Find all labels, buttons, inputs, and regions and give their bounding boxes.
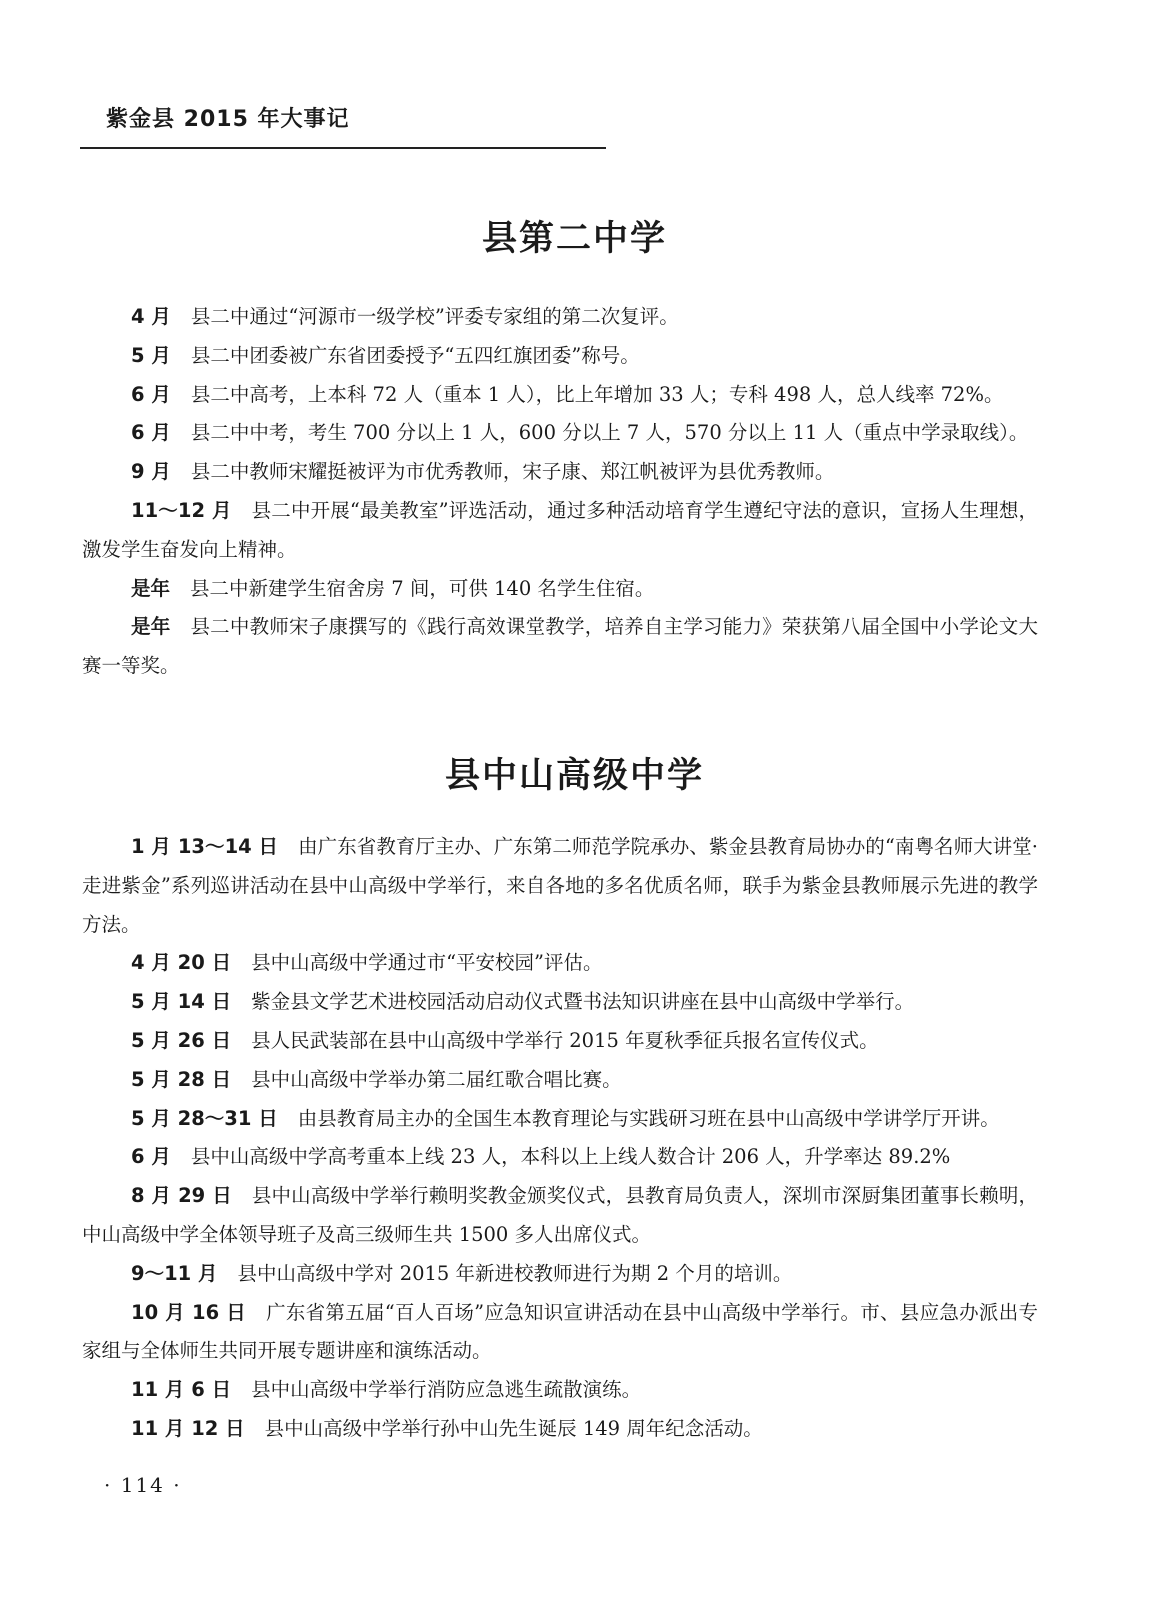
entry <box>82 337 1038 376</box>
entry-text: 县中山高级中学高考重本上线 23 人，本科以上上线人数合计 206 人，升学率达 89.2% <box>190 1145 951 1169</box>
entry-date: 8 月 29 日 <box>131 1184 232 1208</box>
entry-date: 5 月 14 日 <box>131 990 232 1014</box>
entry-text: 县中山高级中学举行消防应急逃生疏散演练。 <box>251 1378 642 1402</box>
entry <box>82 453 1038 492</box>
entry-date: 9 月 <box>131 460 171 484</box>
running-head: 紫金县 2015 年大事记 <box>106 107 350 132</box>
entry-date: 9～11 月 <box>131 1261 218 1285</box>
entry-text: 县二中中考，考生 700 分以上 1 人，600 分以上 7 人，570 分以上 11 人（重点中学录取线）。 <box>190 421 1029 445</box>
entry <box>82 828 1038 944</box>
entry-date: 5 月 28 日 <box>131 1067 232 1091</box>
entry <box>82 1294 1038 1372</box>
entry <box>82 414 1038 453</box>
entry-text: 由县教育局主办的全国生本教育理论与实践研习班在县中山高级中学讲学厅开讲。 <box>297 1106 1000 1130</box>
entry-date: 5 月 28～31 日 <box>131 1106 278 1130</box>
entry-date: 1 月 13～14 日 <box>131 835 279 858</box>
section-title: 县中山高级中学 <box>444 756 704 796</box>
entry <box>82 1138 1038 1177</box>
entry <box>82 1022 1038 1061</box>
entry-date: 是年 <box>131 615 171 639</box>
entry-date: 5 月 26 日 <box>131 1028 232 1052</box>
entry-text: 县中山高级中学举办第二届红歌合唱比赛。 <box>251 1067 622 1091</box>
entry-date: 10 月 16 日 <box>131 1300 247 1324</box>
entry-text: 县二中新建学生宿舍房 7 间，可供 140 名学生住宿。 <box>190 576 655 600</box>
entry-date: 4 月 <box>131 305 171 328</box>
entry-date: 6 月 <box>131 421 171 445</box>
entry <box>82 570 1038 609</box>
entry-date: 5 月 <box>131 343 171 367</box>
section-title: 县第二中学 <box>481 219 667 259</box>
page-number: · 114 · <box>104 1473 182 1497</box>
entry-text: 县中山高级中学举行赖明奖教金颁奖仪式，县教育局负责人，深圳市深厨集团董事长赖明，中山高级中学全体领导班子及高三级师生共 1500 多人出席仪式。 <box>82 1184 1038 1246</box>
entry-text: 紫金县文学艺术进校园活动启动仪式暨书法知识讲座在县中山高级中学举行。 <box>251 990 915 1014</box>
entry-text: 县二中教师宋耀挺被评为市优秀教师，宋子康、郑江帆被评为县优秀教师。 <box>190 460 835 484</box>
entry-date: 4 月 20 日 <box>131 951 232 975</box>
entry-text: 由广东省教育厅主办、广东第二师范学院承办、紫金县教育局协办的“南粤名师大讲堂·走进紫金”系列巡讲活动在县中山高级中学举行，来自各地的多名优质名师，联手为紫金县教师展示先进的教学方法。 <box>82 835 1038 936</box>
entry-text: 县中山高级中学对 2015 年新进校教师进行为期 2 个月的培训。 <box>237 1261 793 1285</box>
entry <box>82 1410 1038 1449</box>
entry-date: 11 月 6 日 <box>131 1378 232 1402</box>
entry-text: 县二中教师宋子康撰写的《践行高效课堂教学，培养自主学习能力》荣获第八届全国中小学论文大赛一等奖。 <box>82 615 1038 678</box>
entry-list <box>82 828 1038 1449</box>
entry <box>82 944 1038 983</box>
entry <box>82 492 1038 570</box>
entry <box>82 983 1038 1022</box>
entry <box>82 1100 1038 1139</box>
entry-text: 县中山高级中学通过市“平安校园”评估。 <box>251 951 603 975</box>
entry <box>82 376 1038 415</box>
entry-date: 6 月 <box>131 382 171 406</box>
entry-date: 是年 <box>131 576 171 600</box>
entry <box>82 1371 1038 1410</box>
entry-date: 11 月 12 日 <box>131 1416 245 1440</box>
entry-text: 县人民武装部在县中山高级中学举行 2015 年夏秋季征兵报名宣传仪式。 <box>251 1028 879 1052</box>
entry-text: 广东省第五届“百人百场”应急知识宣讲活动在县中山高级中学举行。市、县应急办派出专家组与全体师生共同开展专题讲座和演练活动。 <box>82 1300 1038 1363</box>
entry <box>82 608 1038 686</box>
entry <box>82 1255 1038 1294</box>
entry-text: 县二中团委被广东省团委授予“五四红旗团委”称号。 <box>190 343 640 367</box>
entry <box>82 298 1038 337</box>
entry-text: 县二中高考，上本科 72 人（重本 1 人），比上年增加 33 人；专科 498 人，总人线率 72%。 <box>190 382 1004 406</box>
entry-date: 11～12 月 <box>131 498 232 522</box>
entry-text: 县二中开展“最美教室”评选活动，通过多种活动培育学生遵纪守法的意识，宣扬人生理想，激发学生奋发向上精神。 <box>82 498 1038 561</box>
entry-list <box>82 298 1038 686</box>
entry <box>82 1177 1038 1255</box>
entry-date: 6 月 <box>131 1145 171 1169</box>
header-rule <box>80 147 606 149</box>
entry-text: 县中山高级中学举行孙中山先生诞辰 149 周年纪念活动。 <box>264 1416 763 1440</box>
entry <box>82 1061 1038 1100</box>
entry-text: 县二中通过“河源市一级学校”评委专家组的第二次复评。 <box>190 305 679 328</box>
